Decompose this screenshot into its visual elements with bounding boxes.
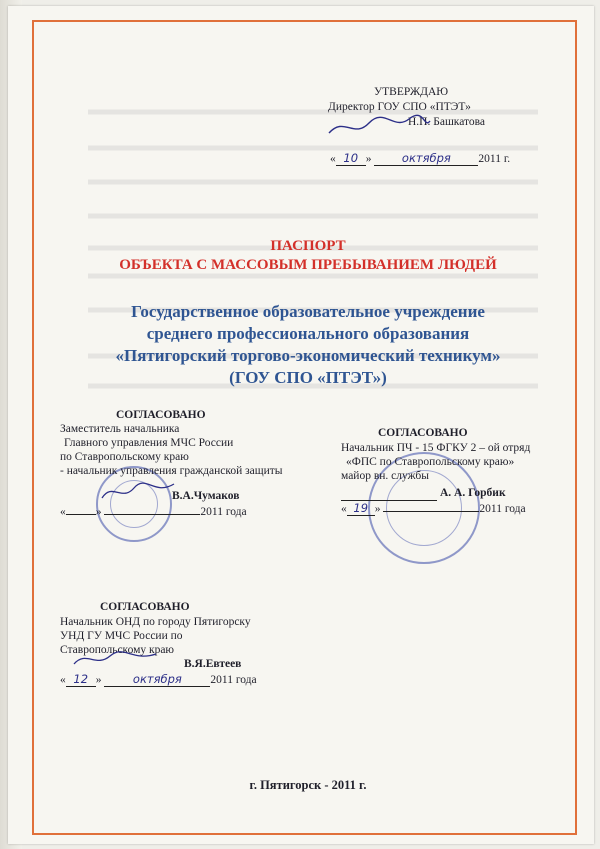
approval-title: УТВЕРЖДАЮ (374, 86, 449, 98)
approval-position: Директор ГОУ СПО «ПТЭТ» (328, 101, 471, 113)
agreement-left-title: СОГЛАСОВАНО (116, 409, 206, 421)
passport-title: ПАСПОРТ (270, 238, 346, 254)
agreement-right-signer: А. А. Горбик (440, 487, 506, 499)
approval-date-end: 2011 г. (478, 153, 511, 165)
institution-line-4: (ГОУ СПО «ПТЭТ») (229, 368, 387, 387)
agreement-bottom-line-2: УНД ГУ МЧС России по (60, 630, 183, 642)
approval-date-month: октября (374, 152, 478, 166)
agreement-bottom-signature (70, 646, 160, 670)
approval-signature (324, 111, 434, 141)
approval-date-day: 10 (336, 152, 366, 166)
approval-signer: Н.П. Башкатова (408, 116, 486, 128)
agreement-right-line-1: Начальник ПЧ - 15 ФГКУ 2 – ой отряд (341, 442, 531, 454)
institution-line-2: среднего профессионального образования (146, 324, 470, 343)
approval-date-mid: » (365, 153, 372, 165)
agreement-left-signature (98, 478, 178, 504)
agreement-bottom-line-3: Ставропольскому краю (60, 644, 175, 656)
document-page (8, 6, 594, 844)
agreement-left-signer: В.А.Чумаков (172, 490, 240, 502)
agreement-right-line-3: майор вн. службы (341, 470, 429, 482)
agreement-right-date-end: 2011 года (479, 503, 526, 515)
agreement-left-date-open: « (60, 506, 66, 518)
agreement-bottom-title: СОГЛАСОВАНО (100, 601, 190, 613)
institution-line-1: Государственное образовательное учреждение (131, 302, 485, 321)
approval-date (330, 152, 510, 166)
agreement-right-line-2: «ФПС по Ставропольскому краю» (346, 456, 515, 468)
agreement-right-title: СОГЛАСОВАНО (378, 427, 468, 439)
agreement-right-date-day: 19 (347, 502, 375, 516)
agreement-left-date-day (66, 514, 96, 515)
agreement-right-date-month (383, 511, 479, 512)
agreement-left-line-4: - начальник управления гражданской защиты (60, 465, 283, 477)
passport-subtitle: ОБЪЕКТА С МАССОВЫМ ПРЕБЫВАНИЕМ ЛЮДЕЙ (119, 257, 497, 273)
agreement-bottom-signer: В.Я.Евтеев (184, 658, 242, 670)
agreement-left-line-1: Заместитель начальника (60, 423, 180, 435)
agreement-right-date-mid: » (374, 503, 381, 515)
agreement-left-line-3: по Ставропольскому краю (60, 451, 189, 463)
agreement-right-date-open: « (341, 503, 347, 515)
agreement-left-date-end: 2011 года (200, 506, 247, 518)
agreement-right-date (341, 502, 526, 516)
agreement-bottom-date-month: октября (104, 673, 210, 687)
agreement-bottom-date-day: 12 (66, 673, 96, 687)
agreement-bottom-date (60, 673, 257, 687)
agreement-left-date (60, 506, 247, 519)
agreement-left-date-month (104, 514, 200, 515)
agreement-left-line-2: Главного управления МЧС России (64, 437, 234, 449)
agreement-bottom-date-open: « (60, 674, 66, 686)
agreement-bottom-date-mid: » (95, 674, 102, 686)
agreement-bottom-line-1: Начальник ОНД по городу Пятигорску (60, 616, 251, 628)
approval-date-open: « (330, 153, 336, 165)
agreement-bottom-date-end: 2011 года (210, 674, 257, 686)
institution-line-3: «Пятигорский торгово-экономический техникум» (115, 346, 501, 365)
footer-city-year: г. Пятигорск - 2011 г. (249, 778, 367, 792)
agreement-left-date-mid: » (95, 506, 102, 518)
